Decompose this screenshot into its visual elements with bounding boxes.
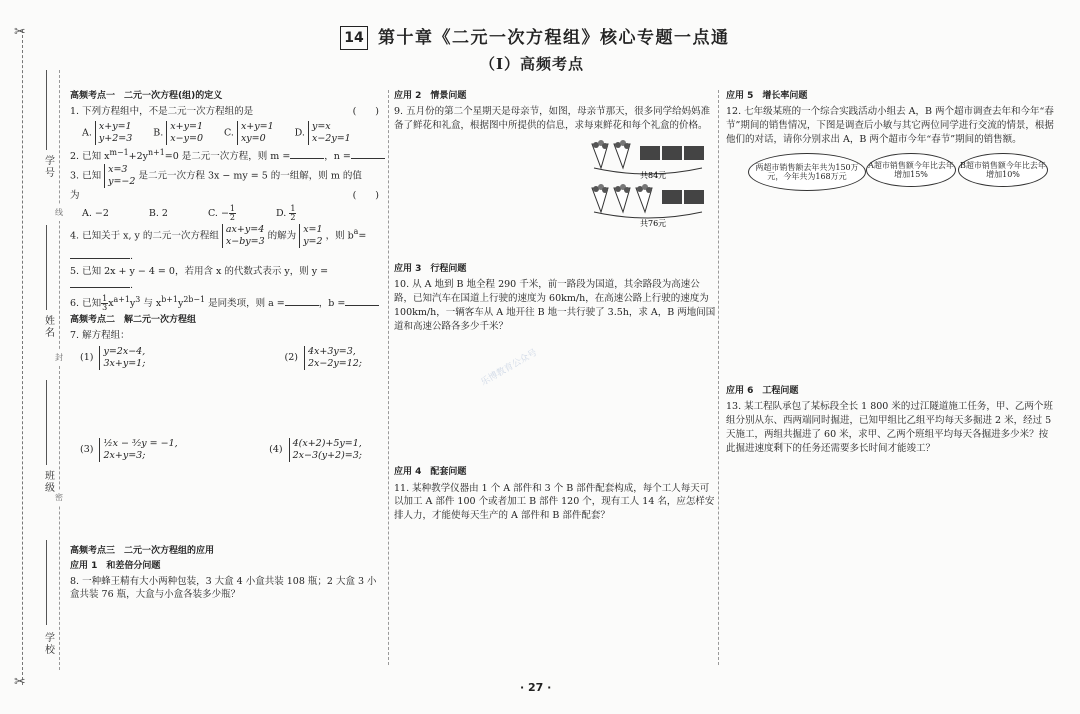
question-text: ，b = [318, 298, 346, 310]
question-text: y [177, 298, 184, 310]
numerator: 1 [290, 204, 296, 213]
column-middle [394, 88, 716, 524]
answer-blank[interactable] [345, 296, 379, 306]
denominator: 3 [102, 303, 108, 313]
total-price-2: 共76元 [640, 218, 667, 228]
speech-bubble: A超市销售额今年比去年增加15% [866, 153, 956, 187]
school-label: 学校 [42, 632, 54, 656]
seal-word: 封 [55, 350, 63, 366]
option-c[interactable] [224, 121, 277, 145]
sub-label: (1) [80, 352, 94, 363]
column-right [726, 88, 1056, 456]
answer-space[interactable] [726, 195, 1056, 383]
section-heading: 高频考点三 二元一次方程组的应用 [70, 545, 215, 556]
flower-bouquet-icon [636, 184, 652, 212]
sub-label: (4) [269, 443, 283, 455]
answer-bracket[interactable]: ( ) [352, 190, 379, 202]
flower-bouquet-icon [614, 140, 630, 168]
question-text: +2y [128, 150, 148, 162]
column-divider [388, 90, 389, 665]
equation: x+y=1 [98, 120, 132, 132]
question-text: 1. 下列方程组中，不是二元一次方程组的是 [70, 106, 254, 118]
question-10: 10. 从 A 地到 B 地全程 290 千米，前一路段为国道，其余路段为高速公路，已知汽车在国道上行驶的速度为 60km/h，在高速公路上行驶的速度为 100km/h，一辆客车从 A 地开往 B 地一共行驶了 3.5h，求 A，B 两地间国道和高速公路各多少千米？ [394, 279, 716, 332]
question-3-options [82, 205, 385, 222]
equation: 2x−3(y+2)=3; [292, 449, 362, 461]
equation: y=2x−4, [103, 346, 146, 358]
sub-label: (2) [284, 352, 298, 363]
watermark: 乐博教育公众号 [479, 347, 540, 389]
option-b[interactable]: B. 2 [148, 207, 168, 219]
answer-blank[interactable] [70, 249, 130, 259]
equation: 4x+3y=3, [307, 346, 356, 358]
answer-space[interactable] [394, 233, 716, 261]
answer-space[interactable] [394, 334, 716, 464]
option-c[interactable] [208, 205, 236, 222]
answer-space[interactable] [70, 465, 385, 543]
exponent: m−1 [109, 147, 129, 157]
question-9: 9. 五月份的第二个星期天是母亲节，如图，母亲节那天，很多同学给妈妈准备了鲜花和礼盒，根据图中所提供的信息，求每束鲜花和每个礼盒的价格。 [394, 106, 711, 131]
option-d[interactable] [276, 205, 296, 222]
equation: 3x+y=1; [103, 357, 146, 369]
total-price-1: 共84元 [640, 170, 667, 180]
exponent: n+1 [148, 147, 165, 157]
question-3 [70, 164, 385, 188]
equation: 2x−2y=12; [307, 357, 362, 369]
speech-bubble: 两超市销售额去年共为150万元，今年共为168万元 [748, 153, 866, 191]
class-label: 班级 [42, 470, 54, 494]
flowers-gifts-figure [394, 134, 716, 229]
answer-bracket[interactable]: ( ) [352, 106, 379, 118]
answer-blank[interactable] [70, 278, 130, 288]
flower-bouquet-icon [592, 140, 608, 168]
application-heading: 应用 2 情景问题 [394, 91, 467, 101]
chapter-number: 14 [340, 26, 368, 50]
question-8: 8. 一种蜂王精有大小两种包装，3 大盒 4 小盒共装 108 瓶；2 大盒 3 小盒共装 76 瓶，大盒与小盒各装多少瓶？ [70, 575, 377, 601]
binding-margin [0, 0, 70, 714]
question-3-cont [70, 189, 385, 203]
answer-space[interactable] [70, 373, 385, 435]
option-label: A. [82, 127, 92, 139]
sub-question [80, 346, 148, 370]
option-label: B. [153, 127, 164, 139]
option-label: C. [224, 127, 234, 139]
gift-box-icon [640, 146, 660, 160]
equation-system [289, 438, 362, 462]
section-heading: 高频考点一 二元一次方程(组)的定义 [70, 91, 223, 101]
equation: x−by=3 [225, 235, 265, 247]
question-text: 5. 已知 2x + y − 4 = 0，若用含 x 的代数式表示 y，则 y = [70, 265, 329, 277]
equation: xy=0 [240, 132, 266, 144]
equation: y+2=3 [98, 132, 133, 144]
question-text: 6. 已知 [70, 298, 102, 310]
equation: ½x − ³⁄₂y = −1, [103, 437, 178, 449]
question-text: ，则 b [325, 230, 354, 242]
equation-system [99, 346, 145, 370]
equation: y=−2 [108, 176, 136, 188]
equation: x=1 [303, 224, 323, 235]
equation: x−2y=1 [311, 132, 351, 144]
question-5: 5. 已知 2x + y − 4 = 0，若用含 x 的代数式表示 y，则 y =. [70, 265, 329, 292]
question-7-row [80, 438, 385, 462]
option-d[interactable] [295, 121, 354, 145]
option-a[interactable]: A. −2 [82, 207, 109, 219]
question-12: 12. 七年级某班的一个综合实践活动小组去 A，B 两个超市调查去年和今年“春节”期间的销售情况，下图是调查后小敏与其它两位同学进行交流的情景，根据他们的对话，请你分别求出 A，B 两个超市今年“春节”期间的销售额。 [726, 106, 1054, 145]
seal-word: 密 [55, 490, 63, 506]
option-label: D. [294, 127, 305, 139]
fraction [229, 205, 236, 222]
equation: x=3 [108, 164, 128, 176]
question-text: 是同类项，则 a = [205, 298, 285, 310]
application-heading: 应用 4 配套问题 [394, 467, 467, 478]
sub-question [80, 438, 181, 462]
question-4-blank-line: . [70, 249, 385, 264]
section-heading: 高频考点二 解二元一次方程组 [70, 315, 197, 326]
question-text: ，n = [324, 150, 351, 162]
question-text: 与 x [140, 298, 162, 310]
name-line[interactable] [46, 225, 47, 310]
seal-word: 线 [55, 205, 63, 221]
application-heading: 应用 1 和差倍分问题 [70, 560, 161, 571]
name-label: 姓名 [42, 315, 54, 339]
equation-system [237, 121, 274, 145]
question-text: =0 是二元一次方程，则 m = [164, 150, 291, 162]
question-text: 的解为 [267, 230, 297, 242]
option-a[interactable] [82, 121, 135, 145]
page-subtitle: （Ⅰ）高频考点 [480, 55, 585, 73]
question-1 [70, 105, 385, 119]
school-line[interactable] [46, 540, 47, 625]
dialogue-figure [726, 147, 1056, 195]
gift-box-icon [662, 146, 682, 160]
question-11: 11. 某种教学仪器由 1 个 A 部件和 3 个 B 部件配套构成，每个工人每天可以加工 A 部件 100 个或者加工 B 部件 120 个，现有工人 14 名，应怎样安排人力，才能使每天生产的 A 部件和 B 部件配套？ [394, 482, 715, 522]
application-heading: 应用 3 行程问题 [394, 264, 467, 275]
row-2 [592, 184, 704, 228]
speech-bubble: B超市销售额今年比去年增加10% [958, 153, 1048, 187]
answer-blank[interactable] [285, 296, 319, 306]
gift-box-icon [684, 190, 704, 204]
scissors-icon: ✂ [14, 24, 26, 40]
question-7-row [80, 346, 385, 370]
application-heading: 应用 6 工程问题 [726, 386, 799, 397]
sub-label: (3) [80, 443, 94, 455]
seal-line [59, 70, 60, 670]
page-title: 第十章《二元一次方程组》核心专题一点通 [378, 28, 730, 48]
equation: x−y=0 [170, 132, 203, 144]
application-heading: 应用 5 增长率问题 [726, 91, 808, 101]
scissors-icon: ✂ [14, 674, 26, 690]
question-text: y [129, 298, 136, 310]
question-text: 2. 已知 x [70, 150, 110, 162]
exponent: b+1 [161, 295, 178, 305]
question-7: 7. 解方程组： [70, 330, 130, 342]
equation-system [95, 121, 132, 145]
question-2 [70, 147, 385, 164]
question-text: 为 [70, 190, 80, 202]
question-6 [70, 294, 385, 312]
equation-system [99, 438, 177, 462]
exponent: a [353, 227, 359, 237]
sub-question [269, 438, 365, 462]
denominator: 2 [229, 213, 236, 222]
column-left [70, 88, 385, 603]
question-13: 13. 某工程队承包了某标段全长 1 800 米的过江隧道施工任务，甲、乙两个班组分别从东、西两端同时掘进，已知甲组比乙组平均每天多掘进 2 米，经过 5 天施工，两组共掘进了 60 米，求甲、乙两个班组平均每天各掘进多少米？按此掘进速度剩下的任务还需要多长时间才能竣工？ [726, 401, 1053, 454]
question-text: 是二元一次方程 3x − my = 5 的一组解，则 m 的值 [138, 170, 362, 182]
gift-box-icon [662, 190, 682, 204]
question-text: 4. 已知关于 x, y 的二元一次方程组 [70, 230, 219, 242]
equation: x+y=1 [240, 120, 274, 132]
sub-question [285, 346, 366, 370]
exponent: a+1 [113, 295, 130, 305]
question-4 [70, 224, 385, 248]
page-number: · 27 · [520, 681, 552, 694]
brace-line [594, 212, 702, 218]
equation-system [299, 224, 322, 248]
answer-blank[interactable] [351, 149, 385, 159]
flower-bouquet-icon [592, 184, 608, 212]
denominator: 2 [290, 213, 296, 222]
equation-system [166, 121, 203, 145]
option-label: D. [276, 208, 290, 219]
question-text: = [358, 230, 367, 242]
equation: y=2 [303, 235, 323, 247]
gift-box-icon [684, 146, 704, 160]
exponent: 3 [135, 295, 141, 305]
equation-system [104, 164, 135, 188]
equation: y=x [311, 120, 331, 132]
answer-blank[interactable] [290, 149, 324, 159]
student-id-label: 学号 [42, 155, 54, 179]
equation-system [308, 121, 351, 145]
flower-bouquet-icon [614, 184, 630, 212]
question-1-options [82, 121, 385, 145]
equation-system [304, 346, 362, 370]
column-divider [718, 90, 719, 665]
question-text: 3. 已知 [70, 170, 102, 182]
fraction [289, 205, 296, 222]
numerator: 1 [102, 294, 108, 304]
page-header [340, 26, 730, 51]
row-1 [592, 140, 704, 180]
numerator: 1 [229, 204, 236, 213]
option-b[interactable] [153, 121, 206, 145]
option-label: C. − [207, 208, 229, 219]
equation: ax+y=4 [225, 224, 265, 235]
equation: x+y=1 [170, 120, 203, 132]
equation: 4(x+2)+5y=1, [292, 437, 362, 449]
equation: 2x+y=3; [103, 449, 146, 461]
cut-line [22, 30, 23, 685]
question-text: x [108, 298, 114, 310]
equation-system [222, 224, 265, 248]
class-line[interactable] [46, 380, 47, 465]
exponent: 2b−1 [183, 295, 206, 305]
student-id-line[interactable] [46, 70, 47, 150]
